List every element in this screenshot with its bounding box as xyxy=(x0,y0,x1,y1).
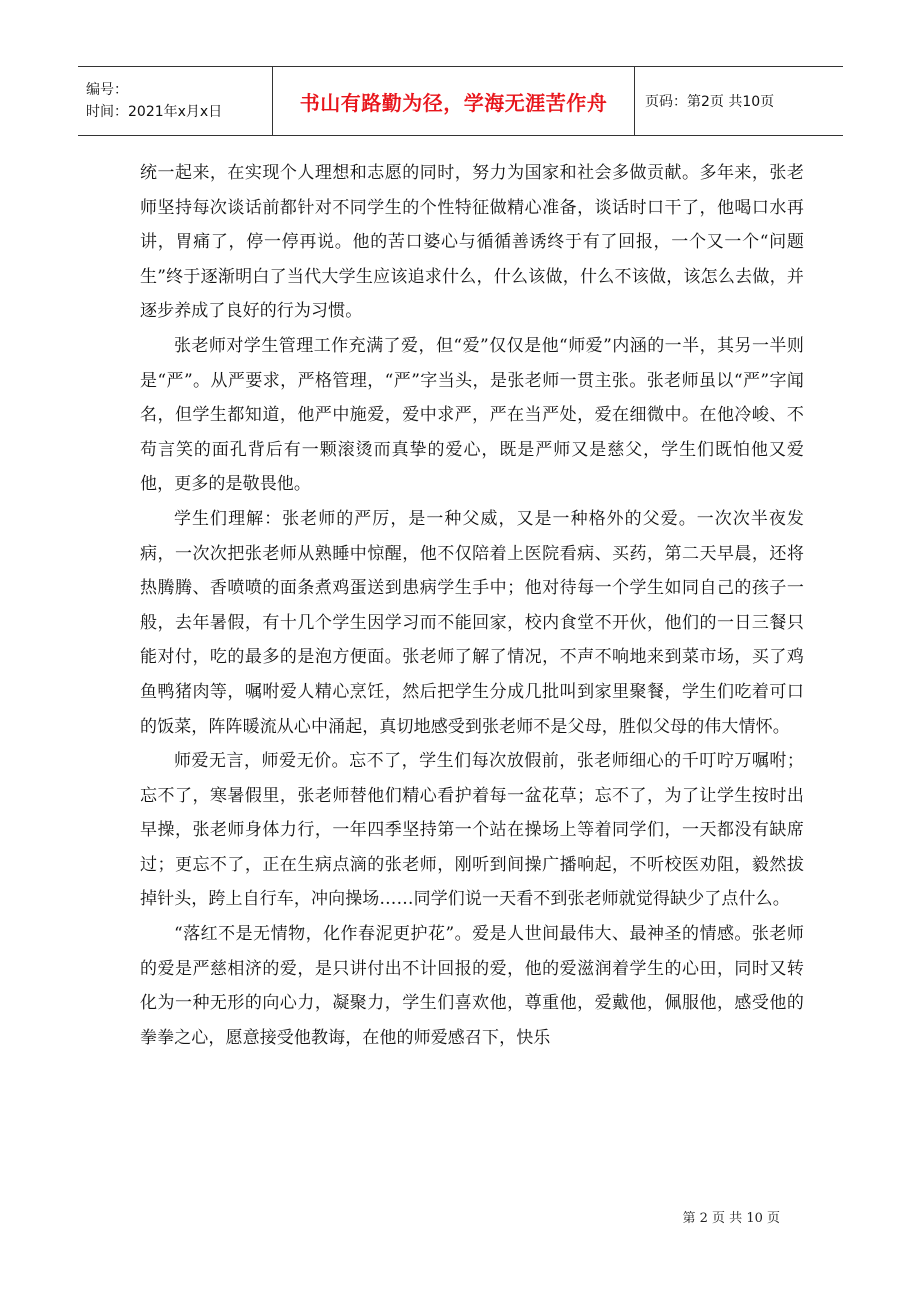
document-body xyxy=(140,156,804,1055)
paragraph: 统一起来，在实现个人理想和志愿的同时，努力为国家和社会多做贡献。多年来，张老师坚持每次谈话前都针对不同学生的个性特征做精心准备，谈话时口干了，他喝口水再讲，胃痛了，停一停再说。他的苦口婆心与循循善诱终于有了回报，一个又一个“问题生”终于逐渐明白了当代大学生应该追求什么，什么该做，什么不该做，该怎么去做，并逐步养成了良好的行为习惯。 xyxy=(140,163,804,322)
paragraph: 学生们理解：张老师的严厉，是一种父威，又是一种格外的父爱。一次次半夜发病，一次次把张老师从熟睡中惊醒，他不仅陪着上医院看病、买药，第二天早晨，还将热腾腾、香喷喷的面条煮鸡蛋送到患病学生手中；他对待每一个学生如同自己的孩子一般，去年暑假，有十几个学生因学习而不能回家，校内食堂不开伙，他们的一日三餐只能对付，吃的最多的是泡方便面。张老师了解了情况，不声不响地来到菜市场，买了鸡鱼鸭猪肉等，嘱咐爱人精心烹饪，然后把学生分成几批叫到家里聚餐，学生们吃着可口的饭菜，阵阵暖流从心中涌起，真切地感受到张老师不是父母，胜似父母的伟大情怀。 xyxy=(140,508,804,737)
paragraph: “落红不是无情物，化作春泥更护花”。爱是人世间最伟大、最神圣的情感。张老师的爱是严慈相济的爱，是只讲付出不计回报的爱，他的爱滋润着学生的心田，同时又转化为一种无形的向心力，凝聚力，学生们喜欢他，尊重他，爱戴他，佩服他，感受他的拳拳之心，愿意接受他教诲，在他的师爱感召下，快乐 xyxy=(140,924,804,1048)
page-number-label: 页码：第2页 共10页 xyxy=(645,94,775,110)
motto-text: 书山有路勤为径，学海无涯苦作舟 xyxy=(299,90,608,115)
code-label: 编号： xyxy=(86,82,128,98)
header-page-cell xyxy=(635,67,843,135)
date-label: 时间：2021年x月x日 xyxy=(86,104,223,120)
page-footer xyxy=(683,1207,780,1226)
paragraph: 师爱无言，师爱无价。忘不了，学生们每次放假前，张老师细心的千叮咛万嘱咐；忘不了，寒暑假里，张老师替他们精心看护着每一盆花草；忘不了，为了让学生按时出早操，张老师身体力行，一年四季坚持第一个站在操场上等着同学们，一天都没有缺席过；更忘不了，正在生病点滴的张老师，刚听到间操广播响起，不听校医劝阻，毅然拔掉针头，跨上自行车，冲向操场……同学们说一天看不到张老师就觉得缺少了点什么。 xyxy=(140,751,804,910)
footer-page-number: 第 2 页 共 10 页 xyxy=(682,1211,780,1226)
header-meta-cell xyxy=(78,67,273,135)
page-header xyxy=(78,66,843,136)
paragraph: 张老师对学生管理工作充满了爱，但“爱”仅仅是他“师爱”内涵的一半，其另一半则是“严”。从严要求，严格管理，“严”字当头，是张老师一贯主张。张老师虽以“严”字闻名，但学生都知道，他严中施爱，爱中求严，严在当严处，爱在细微中。在他冷峻、不苟言笑的面孔背后有一颗滚烫而真挚的爱心，既是严师又是慈父，学生们既怕他又爱他，更多的是敬畏他。 xyxy=(140,335,804,495)
header-motto-cell xyxy=(273,67,635,135)
